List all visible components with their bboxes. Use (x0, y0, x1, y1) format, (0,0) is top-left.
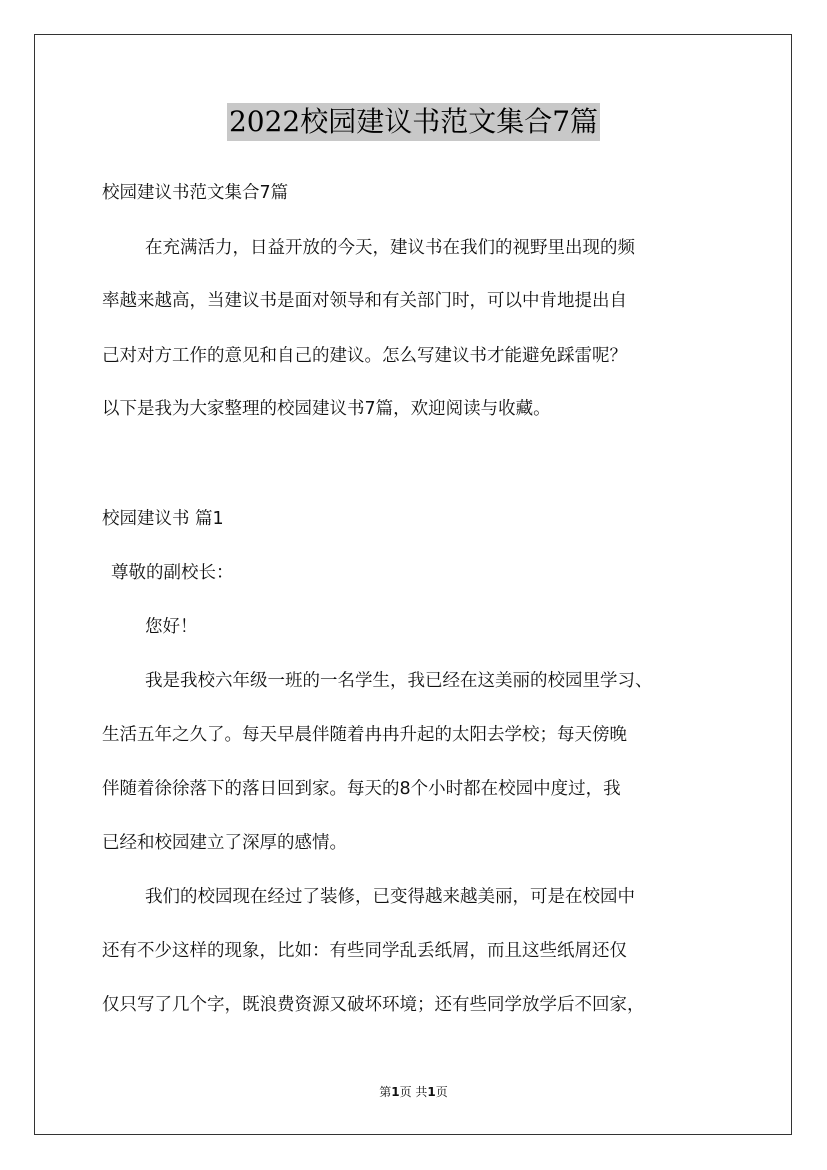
footer-total-pages: 1 (427, 1085, 436, 1099)
para2-line-3: 仅只写了几个字，既浪费资源又破坏环境；还有些同学放学后不回家， (102, 995, 645, 1015)
document-title: 2022校园建议书范文集合7篇 (227, 103, 600, 141)
footer-suffix: 页 (435, 1085, 448, 1099)
section-heading: 校园建议书 篇1 (102, 509, 224, 529)
page-footer (0, 1083, 827, 1100)
footer-mid: 页 共 (399, 1085, 428, 1099)
para1-line-4: 已经和校园建立了深厚的感情。 (102, 833, 347, 853)
footer-current-page: 1 (391, 1085, 400, 1099)
greeting: 您好！ (145, 617, 198, 637)
intro-line-2: 率越来越高，当建议书是面对领导和有关部门时，可以中肯地提出自 (102, 291, 627, 311)
para1-line-2: 生活五年之久了。每天早晨伴随着冉冉升起的太阳去学校；每天傍晚 (102, 725, 627, 745)
para1-line-3: 伴随着徐徐落下的落日回到家。每天的8个小时都在校园中度过，我 (102, 779, 621, 799)
document-subtitle: 校园建议书范文集合7篇 (102, 183, 289, 203)
para1-line-1: 我是我校六年级一班的一名学生，我已经在这美丽的校园里学习、 (145, 671, 653, 691)
title-wrapper (0, 103, 827, 141)
para2-line-1: 我们的校园现在经过了装修，已变得越来越美丽，可是在校园中 (145, 887, 635, 907)
footer-prefix: 第 (379, 1085, 392, 1099)
para2-line-2: 还有不少这样的现象，比如：有些同学乱丢纸屑，而且这些纸屑还仅 (102, 941, 627, 961)
intro-line-1: 在充满活力，日益开放的今天，建议书在我们的视野里出现的频 (145, 238, 635, 258)
intro-line-3: 己对对方工作的意见和自己的建议。怎么写建议书才能避免踩雷呢？ (102, 346, 627, 366)
intro-line-4: 以下是我为大家整理的校园建议书7篇，欢迎阅读与收藏。 (102, 399, 551, 419)
salutation: 尊敬的副校长： (111, 563, 234, 583)
